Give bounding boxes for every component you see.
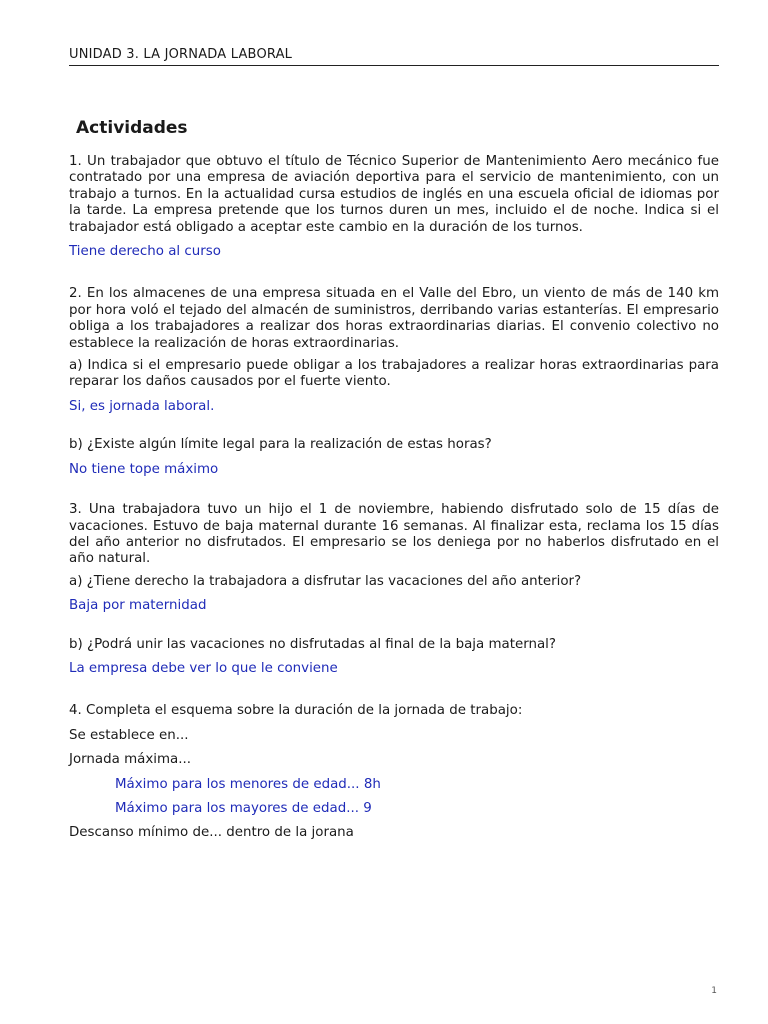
section-title: Actividades — [76, 118, 188, 138]
question-3a-text: a) ¿Tiene derecho la trabajadora a disfrutar las vacaciones del año anterior? — [69, 573, 582, 589]
page-number: 1 — [711, 986, 717, 996]
question-4-line-1: Se establece en... — [69, 727, 189, 743]
question-4-answer-1: Máximo para los menores de edad... 8h — [115, 776, 381, 792]
question-3b-text: b) ¿Podrá unir las vacaciones no disfrutadas al final de la baja maternal? — [69, 636, 557, 652]
question-3b-answer: La empresa debe ver lo que le conviene — [69, 660, 338, 676]
question-4-answer-2: Máximo para los mayores de edad... 9 — [115, 800, 372, 816]
question-4-line-2: Jornada máxima... — [69, 752, 191, 768]
activities-content — [69, 154, 719, 842]
question-3a-answer: Baja por maternidad — [69, 598, 207, 614]
question-2-text: 2. En los almacenes de una empresa situada en el Valle del Ebro, un viento de más de 140 km por hora voló el tejado del almacén de suministros, derribando varias estanterías. El empresario obliga a los trabajadores a realizar dos horas extraordinarias diarias. El convenio colectivo no establece la realización de horas extraordinarias. — [69, 286, 719, 351]
question-2a-text: a) Indica si el empresario puede obligar a los trabajadores a realizar horas extraordinarias para reparar los daños causados por el fuerte viento. — [69, 358, 719, 390]
page-header: UNIDAD 3. LA JORNADA LABORAL — [69, 47, 719, 66]
question-3-text: 3. Una trabajadora tuvo un hijo el 1 de noviembre, habiendo disfrutado solo de 15 días de vacaciones. Estuvo de baja maternal durante 16 semanas. Al finalizar esta, reclama los 15 días del año anterior no disfrutados. El empresario se los deniega por no haberlos disfrutado en el año natural. — [69, 502, 719, 567]
question-2b-text: b) ¿Existe algún límite legal para la realización de estas horas? — [69, 437, 492, 453]
question-1-answer: Tiene derecho al curso — [69, 244, 221, 260]
question-4-line-3: Descanso mínimo de... dentro de la jorana — [69, 825, 354, 841]
question-2b-answer: No tiene tope máximo — [69, 461, 219, 477]
question-2a-answer: Si, es jornada laboral. — [69, 398, 215, 414]
question-4-text: 4. Completa el esquema sobre la duración de la jornada de trabajo: — [69, 703, 523, 719]
question-1-text: 1. Un trabajador que obtuvo el título de Técnico Superior de Mantenimiento Aero mecánico fue contratado por una empresa de aviación deportiva para el servicio de mantenimiento, con un trabajo a turnos. En la actualidad cursa estudios de inglés en una escuela oficial de idiomas por la tarde. La empresa pretende que los turnos duren un mes, incluido el de noche. Indica si el trabajador está obligado a aceptar este cambio en la duración de los turnos. — [69, 154, 719, 235]
